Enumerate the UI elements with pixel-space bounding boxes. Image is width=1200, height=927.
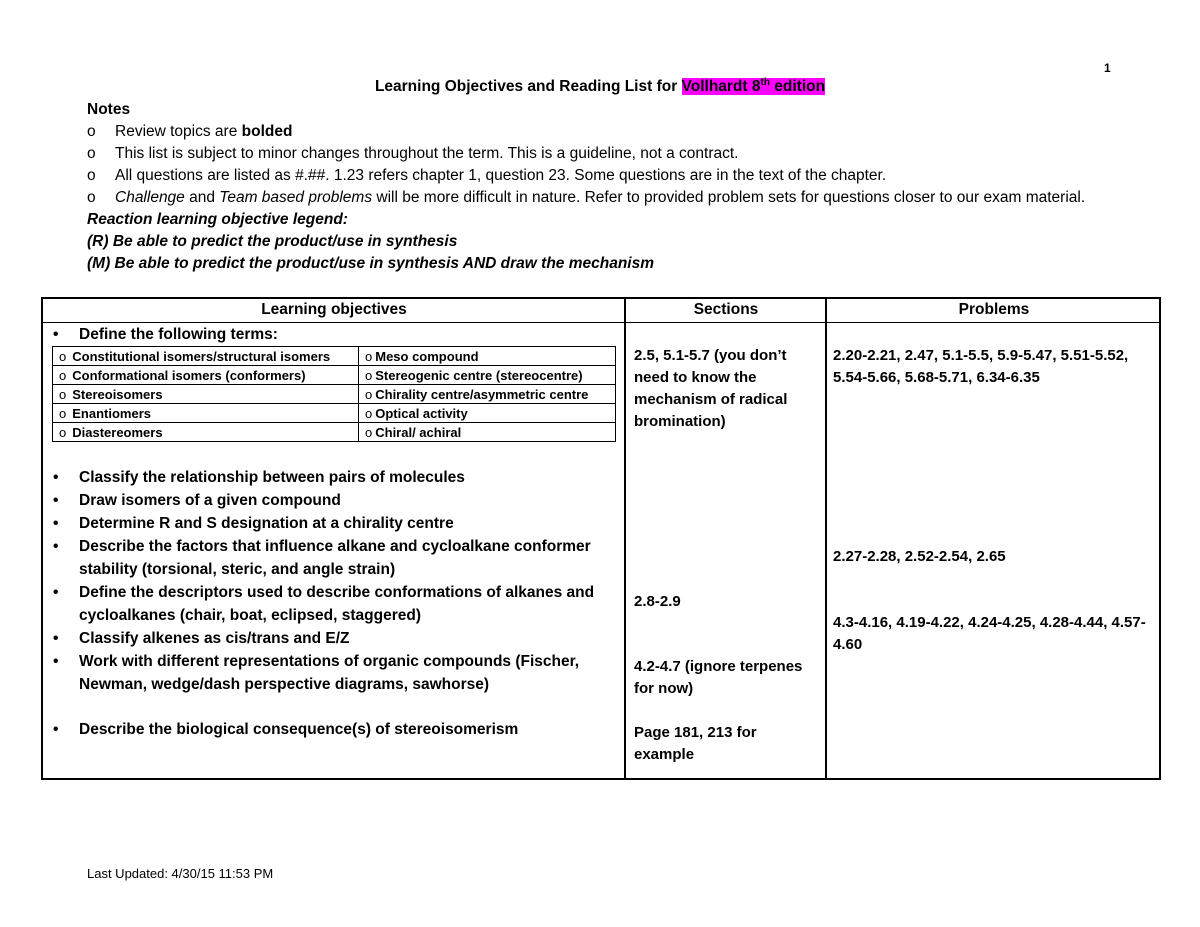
bullet-icon: • bbox=[53, 721, 59, 738]
term-cell bbox=[359, 385, 616, 404]
list-item bbox=[49, 627, 624, 650]
circle-bullet-icon: o bbox=[87, 145, 96, 162]
list-item bbox=[49, 466, 624, 489]
table-row bbox=[53, 347, 616, 366]
define-terms-block bbox=[49, 324, 624, 442]
problem-entry: 4.3-4.16, 4.19-4.22, 4.24-4.25, 4.28-4.44, 4.57-4.60 bbox=[833, 614, 1146, 653]
list-item bbox=[49, 489, 624, 512]
page-number: 1 bbox=[1104, 61, 1111, 75]
term-text: Constitutional isomers/structural isomers bbox=[72, 348, 331, 364]
define-terms-label: Define the following terms: bbox=[79, 326, 278, 343]
column-divider bbox=[624, 299, 626, 778]
bullet-icon: • bbox=[53, 492, 59, 509]
last-updated: Last Updated: 4/30/15 11:53 PM bbox=[87, 866, 274, 881]
list-item bbox=[49, 512, 624, 535]
section-entry: 2.5, 5.1-5.7 (you don’t need to know the mechanism of radical bromination) bbox=[634, 347, 788, 430]
term-text: Optical activity bbox=[375, 405, 468, 421]
circle-bullet-icon: o bbox=[87, 167, 96, 184]
objective-text: Describe the factors that influence alkane and cycloalkane conformer stability (torsional, steric, and angle strain) bbox=[79, 538, 591, 578]
notes-section bbox=[87, 99, 1107, 275]
objective-text: Describe the biological consequence(s) of stereoisomerism bbox=[79, 721, 519, 738]
note-italic-text: Team based problems bbox=[219, 189, 373, 206]
term-text: Meso compound bbox=[375, 348, 479, 364]
circle-bullet-icon: o bbox=[365, 348, 373, 364]
circle-bullet-icon: o bbox=[87, 189, 96, 206]
title-superscript: th bbox=[760, 77, 770, 88]
legend-r: (R) Be able to predict the product/use in synthesis bbox=[87, 233, 458, 250]
term-cell bbox=[359, 423, 616, 442]
term-cell bbox=[359, 404, 616, 423]
header-problems: Problems bbox=[958, 301, 1030, 318]
bullet-icon: • bbox=[53, 538, 59, 555]
note-item bbox=[87, 143, 1107, 165]
bullet-icon: • bbox=[53, 584, 59, 601]
note-bold-text: bolded bbox=[241, 123, 293, 140]
define-terms-heading bbox=[49, 324, 624, 345]
term-cell bbox=[53, 404, 359, 423]
note-item bbox=[87, 165, 1107, 187]
objective-text: Classify the relationship between pairs of molecules bbox=[79, 469, 465, 486]
circle-bullet-icon: o bbox=[59, 405, 67, 421]
circle-bullet-icon: o bbox=[59, 386, 67, 402]
note-item bbox=[87, 187, 1107, 209]
note-italic-text: Challenge bbox=[115, 189, 185, 206]
term-cell bbox=[53, 347, 359, 366]
circle-bullet-icon: o bbox=[365, 386, 373, 402]
note-text: This list is subject to minor changes throughout the term. This is a guideline, not a contract. bbox=[115, 145, 739, 162]
term-cell bbox=[53, 366, 359, 385]
title-highlight-pre: Vollhardt 8 bbox=[681, 78, 761, 96]
term-text: Chiral/ achiral bbox=[375, 424, 462, 440]
term-text: Conformational isomers (conformers) bbox=[72, 367, 306, 383]
list-item bbox=[49, 535, 624, 581]
list-item bbox=[49, 718, 624, 741]
legend-title: Reaction learning objective legend: bbox=[87, 211, 348, 228]
bullet-icon: • bbox=[53, 469, 59, 486]
title-highlight bbox=[682, 78, 826, 95]
table-row bbox=[53, 366, 616, 385]
header-sections: Sections bbox=[693, 301, 759, 318]
note-text: and bbox=[184, 189, 220, 206]
section-entry: 2.8-2.9 bbox=[634, 593, 681, 610]
page-title bbox=[0, 77, 1200, 96]
bullet-icon: • bbox=[53, 630, 59, 647]
title-text: Learning Objectives and Reading List for bbox=[374, 78, 682, 96]
terms-table bbox=[52, 346, 616, 442]
header-learning-objectives: Learning objectives bbox=[261, 301, 407, 318]
term-cell bbox=[359, 347, 616, 366]
list-item bbox=[49, 581, 624, 627]
term-text: Stereoisomers bbox=[72, 386, 163, 402]
term-text: Stereogenic centre (stereocentre) bbox=[375, 367, 583, 383]
note-text: All questions are listed as #.##. 1.23 refers chapter 1, question 23. Some questions are in the text of the chapter. bbox=[115, 167, 887, 184]
term-cell bbox=[53, 423, 359, 442]
term-text: Chirality centre/asymmetric centre bbox=[375, 386, 589, 402]
circle-bullet-icon: o bbox=[59, 348, 67, 364]
term-cell bbox=[53, 385, 359, 404]
learning-objectives-list bbox=[49, 466, 624, 741]
table-row bbox=[53, 385, 616, 404]
problem-entry: 2.27-2.28, 2.52-2.54, 2.65 bbox=[833, 548, 1006, 565]
circle-bullet-icon: o bbox=[87, 123, 96, 140]
objective-text: Work with different representations of organic compounds (Fischer, Newman, wedge/dash perspective diagrams, sawhorse) bbox=[79, 653, 580, 693]
section-entry: Page 181, 213 for example bbox=[634, 724, 757, 763]
circle-bullet-icon: o bbox=[365, 367, 373, 383]
objective-text: Draw isomers of a given compound bbox=[79, 492, 341, 509]
objectives-table bbox=[41, 297, 1161, 780]
bullet-icon: • bbox=[53, 326, 59, 343]
bullet-icon: • bbox=[53, 653, 59, 670]
term-text: Diastereomers bbox=[72, 424, 163, 440]
term-text: Enantiomers bbox=[72, 405, 151, 421]
legend-m: (M) Be able to predict the product/use in synthesis AND draw the mechanism bbox=[87, 255, 654, 272]
section-entry: 4.2-4.7 (ignore terpenes for now) bbox=[634, 658, 803, 697]
term-cell bbox=[359, 366, 616, 385]
circle-bullet-icon: o bbox=[365, 424, 373, 440]
objective-text: Classify alkenes as cis/trans and E/Z bbox=[79, 630, 350, 647]
table-row bbox=[53, 404, 616, 423]
circle-bullet-icon: o bbox=[59, 367, 67, 383]
problem-entry: 2.20-2.21, 2.47, 5.1-5.5, 5.9-5.47, 5.51-5.52, 5.54-5.66, 5.68-5.71, 6.34-6.35 bbox=[833, 347, 1129, 386]
note-text: will be more difficult in nature. Refer to provided problem sets for questions closer to our exam material. bbox=[372, 189, 1086, 206]
list-item bbox=[49, 650, 624, 696]
circle-bullet-icon: o bbox=[365, 405, 373, 421]
bullet-icon: • bbox=[53, 515, 59, 532]
note-item bbox=[87, 121, 1107, 143]
circle-bullet-icon: o bbox=[59, 424, 67, 440]
header-divider bbox=[43, 322, 1159, 323]
objective-text: Determine R and S designation at a chirality centre bbox=[79, 515, 454, 532]
objective-text: Define the descriptors used to describe conformations of alkanes and cycloalkanes (chair, boat, eclipsed, staggered) bbox=[79, 584, 595, 624]
table-row bbox=[53, 423, 616, 442]
title-highlight-post: edition bbox=[769, 78, 826, 96]
column-divider bbox=[825, 299, 827, 778]
notes-heading: Notes bbox=[87, 101, 131, 118]
note-text: Review topics are bbox=[115, 123, 242, 140]
